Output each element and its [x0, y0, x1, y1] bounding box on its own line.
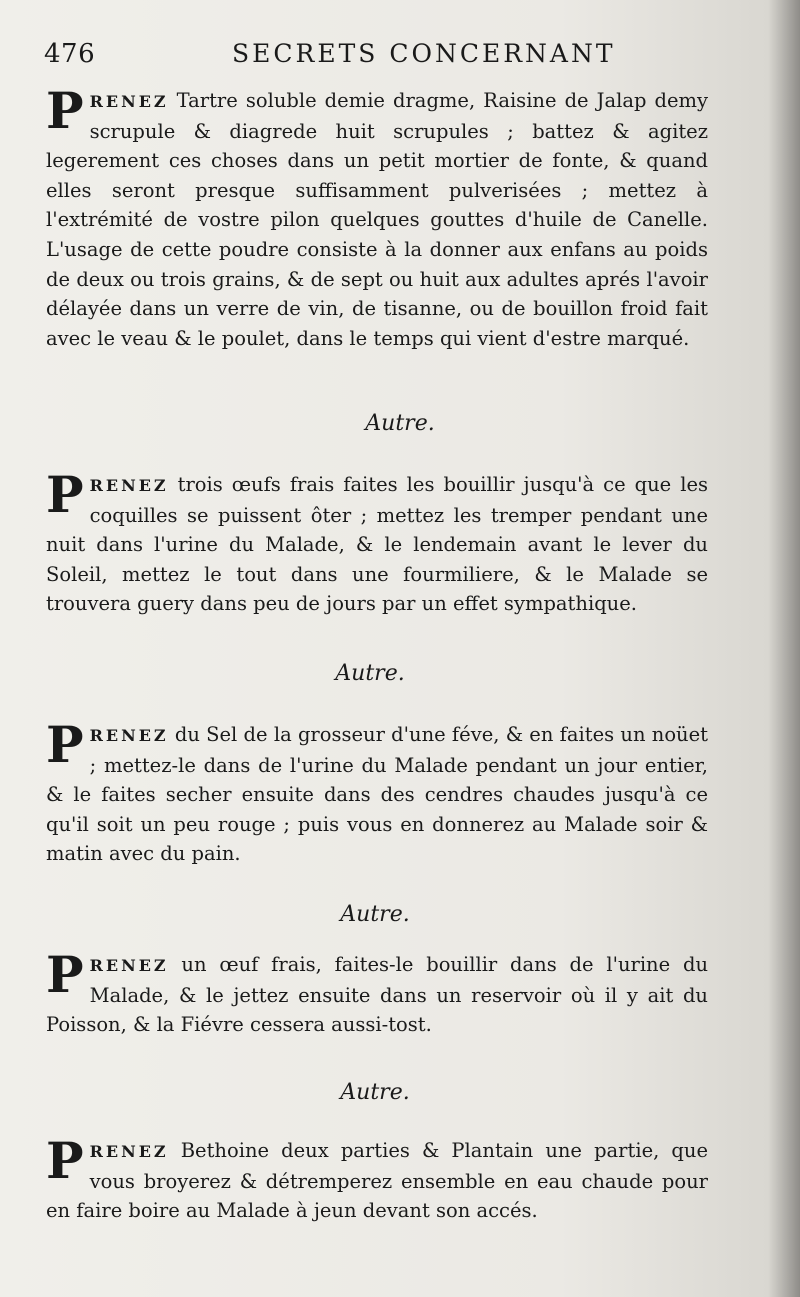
drop-cap: P [46, 945, 84, 1004]
recipe-paragraph [46, 81, 708, 353]
recipe-3 [46, 715, 708, 869]
section-heading: Autre. [335, 661, 405, 686]
section-heading: Autre. [340, 902, 410, 927]
drop-cap: P [46, 715, 84, 774]
recipe-5 [46, 1131, 708, 1226]
recipe-paragraph [46, 465, 708, 619]
running-head: SECRETS CONCERNANT [232, 39, 616, 68]
recipe-body: du Sel de la grosseur d'une féve, & en faites un noüet ; mettez-le dans de l'urine du Malade pendant un jour entier, & le faites secher ensuite dans des cendres chaudes jusqu'à ce qu'il soit un peu rouge ; puis vous en donnerez au Malade soir & matin avec du pain. [46, 723, 708, 866]
lead-word: RENEZ [89, 92, 169, 111]
page-number: 476 [44, 39, 96, 69]
recipe-1 [46, 81, 708, 353]
recipe-body: Tartre soluble demie dragme, Raisine de Jalap demy scrupule & diagrede huit scrupules ; battez & agitez legerement ces choses dans un petit mortier de fonte, & quand elles seront presque suffisamment pulverisées ; mettez à l'extrémité de vostre pilon quelques gouttes d'huile de Canelle. L'usage de cette poudre consiste à la donner aux enfans au poids de deux ou trois grains, & de sept ou huit aux adultes aprés l'avoir délayée dans un verre de vin, de tisanne, ou de bouillon froid fait avec le veau & le poulet, dans le temps qui vient d'estre marqué. [46, 89, 708, 350]
recipe-body: Bethoine deux parties & Plantain une partie, que vous broyerez & détremperez ensemble en eau chaude pour en faire boire au Malade à jeun devant son accés. [46, 1139, 708, 1223]
recipe-body: trois œufs frais faites les bouillir jusqu'à ce que les coquilles se puissent ôter ; mettez les tremper pendant une nuit dans l'urine du Malade, & le lendemain avant le lever du Soleil, mettez le tout dans une fourmiliere, & le Malade se trouvera guery dans peu de jours par un effet sympathique. [46, 473, 708, 616]
recipe-2 [46, 465, 708, 619]
section-heading: Autre. [340, 1080, 410, 1105]
recipe-4 [46, 945, 708, 1040]
recipe-paragraph [46, 1131, 708, 1226]
lead-word: RENEZ [89, 476, 169, 495]
drop-cap: P [46, 465, 84, 524]
lead-word: RENEZ [89, 1142, 169, 1161]
lead-word: RENEZ [89, 956, 169, 975]
lead-word: RENEZ [89, 726, 169, 745]
drop-cap: P [46, 1131, 84, 1190]
recipe-paragraph [46, 715, 708, 869]
drop-cap: P [46, 81, 84, 140]
recipe-body: un œuf frais, faites-le bouillir dans de l'urine du Malade, & le jettez ensuite dans un reservoir où il y ait du Poisson, & la Fiévre cessera aussi-tost. [46, 953, 708, 1037]
section-heading: Autre. [365, 411, 435, 436]
recipe-paragraph [46, 945, 708, 1040]
page-header [44, 36, 744, 76]
